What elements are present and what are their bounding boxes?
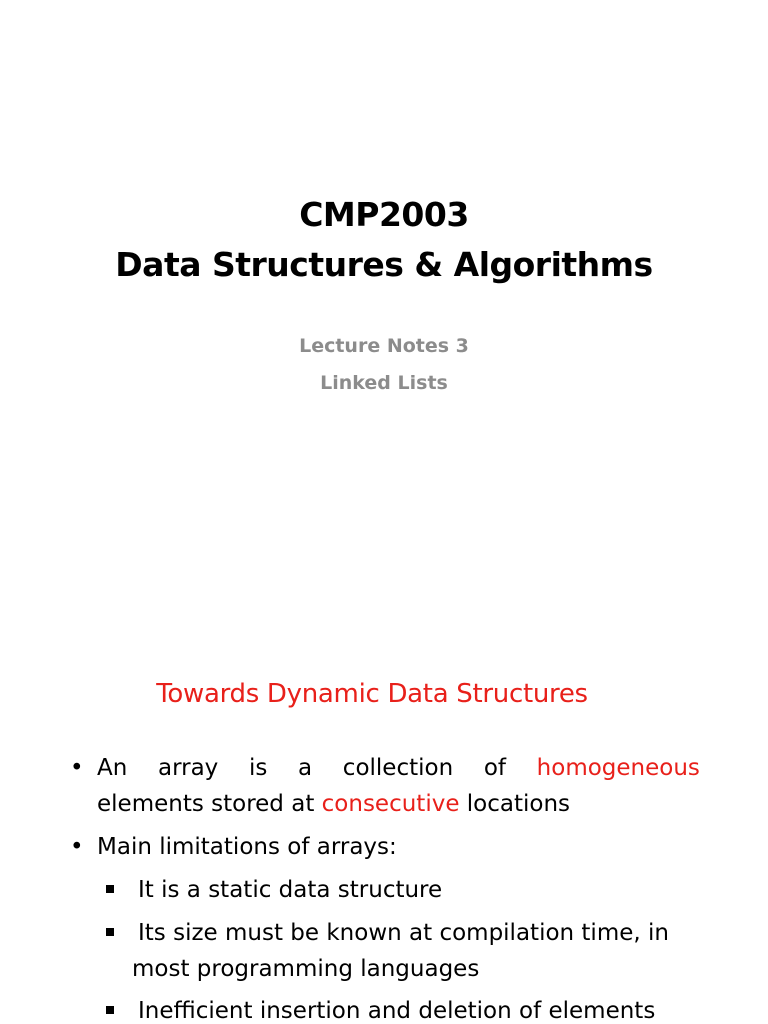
square-bullet-icon [106, 928, 114, 936]
bullet-text: elements stored at [97, 791, 315, 817]
bullet-text: locations [466, 791, 571, 817]
slide-title [0, 190, 768, 290]
bullet-text: is [248, 755, 268, 781]
sub-bullet-text: It is a static data structure [138, 877, 443, 903]
bullet-line [97, 786, 570, 822]
bullet-text: collection [342, 755, 454, 781]
bullet-text: a [298, 755, 313, 781]
bullet-text: Main limitations of arrays: [97, 834, 397, 860]
bullet-text: of [483, 755, 506, 781]
slide-heading: Towards Dynamic Data Structures [156, 679, 588, 709]
bullet-marker: • [70, 755, 84, 781]
highlighted-term: homogeneous [536, 755, 700, 781]
sub-bullet-text: Its size must be known at compilation time, in [138, 920, 669, 946]
highlighted-term: consecutive [321, 791, 460, 817]
bullet-line [97, 750, 700, 786]
bullet-marker: • [70, 834, 84, 860]
sub-bullet-text: Inefficient insertion and deletion of elements [138, 998, 656, 1024]
lecture-topic: Linked Lists [320, 372, 448, 394]
course-name: Data Structures & Algorithms [115, 245, 653, 284]
bullet-text: array [157, 755, 219, 781]
square-bullet-icon [106, 885, 114, 893]
sub-bullet-continuation: most programming languages [132, 956, 480, 982]
bullet-text: An [97, 755, 128, 781]
course-code: CMP2003 [299, 195, 469, 234]
content-slide [0, 600, 768, 1024]
square-bullet-icon [106, 1006, 114, 1014]
lecture-number: Lecture Notes 3 [299, 335, 469, 357]
slide-subtitle [0, 328, 768, 402]
